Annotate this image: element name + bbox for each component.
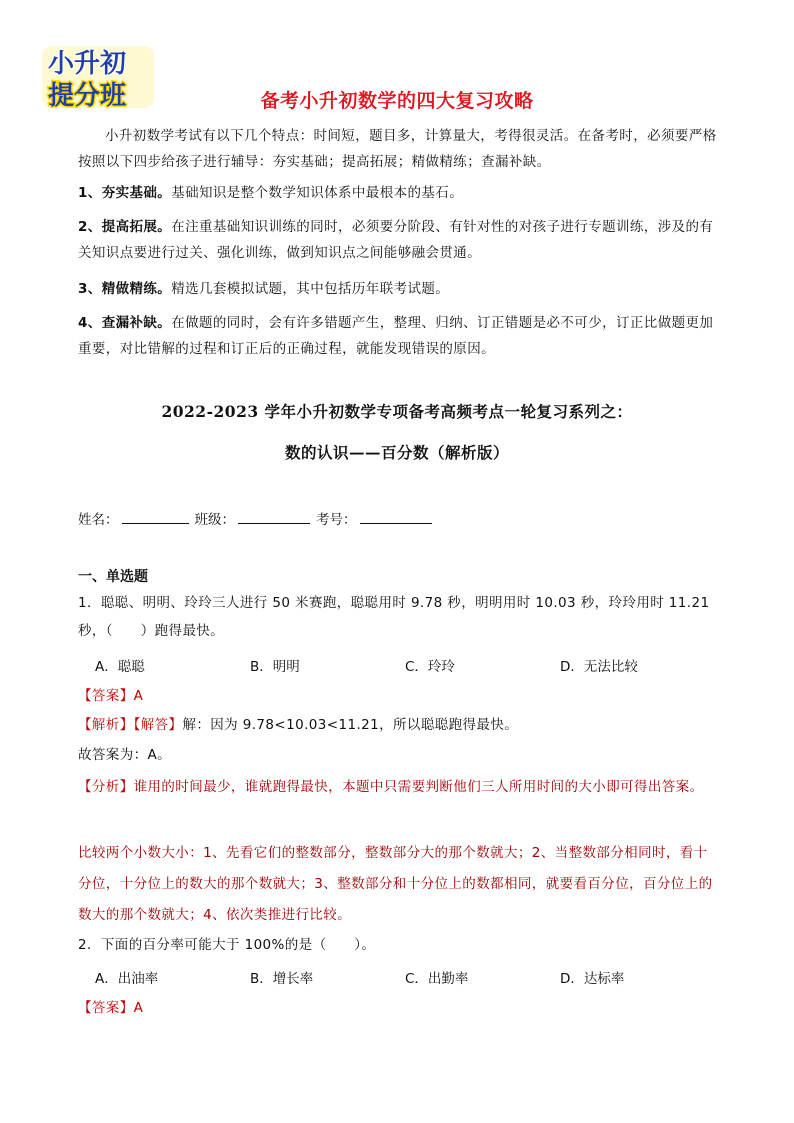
q1-option-b: B．明明 bbox=[250, 659, 300, 675]
q1-analysis-label: 【解析】【解答】 bbox=[78, 717, 183, 733]
q2-option-c: C．出勤率 bbox=[405, 971, 469, 987]
exam-number-blank[interactable] bbox=[360, 509, 432, 524]
tip-4-head: 4、查漏补缺。 bbox=[78, 315, 172, 331]
q1-compare-rule: 比较两个小数大小：1、先看它们的整数部分，整数部分大的那个数就大；2、当整数部分相同时，看十分位，十分位上的数大的那个数就大；3、整数部分和十分位上的数都相同，就要看百分位，百分位上的数大的那个数就大；4、依次类推进行比较。 bbox=[78, 845, 713, 923]
tip-1 bbox=[78, 180, 718, 206]
tip-1-body: 基础知识是整个数学知识体系中最根本的基石。 bbox=[171, 185, 464, 201]
q2-option-b: B．增长率 bbox=[250, 971, 314, 987]
class-label: 班级： bbox=[194, 512, 235, 528]
intro-paragraph: 小升初数学考试有以下几个特点：时间短，题目多，计算量大，考得很灵活。在备考时，必须要严格按照以下四步给孩子进行辅导：夯实基础；提高拓展；精做精练；查漏补缺。 bbox=[78, 128, 717, 170]
tip-1-head: 1、夯实基础。 bbox=[78, 185, 172, 201]
q1-answer: 【答案】A bbox=[78, 688, 144, 704]
q2-answer: 【答案】A bbox=[78, 1000, 144, 1016]
tip-4-body: 在做题的同时，会有许多错题产生，整理、归纳、订正错题是必不可少，订正比做题更加重要，对比错解的过程和订正后的正确过程，就能发现错误的原因。 bbox=[78, 315, 714, 357]
tip-3 bbox=[78, 276, 718, 302]
exam-number-label: 考号： bbox=[316, 512, 357, 528]
worksheet-title-line-2: 数的认识——百分数（解析版） bbox=[284, 443, 509, 462]
q2-option-d: D．达标率 bbox=[560, 971, 625, 987]
question-1-stem: 1．聪聪、明明、玲玲三人进行 50 米赛跑，聪聪用时 9.78 秒，明明用时 10.03 秒，玲玲用时 11.21 秒，（ ）跑得最快。 bbox=[78, 595, 710, 639]
banner-title: 备考小升初数学的四大复习攻略 bbox=[260, 90, 534, 112]
question-1-options bbox=[95, 655, 715, 675]
tip-2-head: 2、提高拓展。 bbox=[78, 219, 172, 235]
section-heading: 一、单选题 bbox=[78, 569, 148, 585]
q1-fenxi bbox=[78, 773, 718, 801]
q1-option-c: C．玲玲 bbox=[405, 659, 455, 675]
student-info bbox=[78, 508, 438, 528]
question-2-options bbox=[95, 967, 715, 987]
tip-4 bbox=[78, 310, 718, 362]
q1-analysis-text: 解：因为 9.78<10.03<11.21，所以聪聪跑得最快。 bbox=[182, 717, 519, 733]
tip-2 bbox=[78, 214, 718, 266]
question-2-stem: 2．下面的百分率可能大于 100%的是（ ）。 bbox=[78, 937, 376, 953]
name-blank[interactable] bbox=[122, 509, 189, 524]
logo-line-1: 小升初 bbox=[48, 49, 127, 79]
q1-option-d: D．无法比较 bbox=[560, 659, 638, 675]
class-blank[interactable] bbox=[238, 509, 310, 524]
worksheet-title-line-1: 2022-2023 学年小升初数学专项备考高频考点一轮复习系列之： bbox=[161, 402, 633, 421]
tip-3-head: 3、精做精练。 bbox=[78, 281, 172, 297]
logo-line-2: 提分班 bbox=[48, 81, 127, 111]
q1-option-a: A．聪聪 bbox=[95, 659, 145, 675]
tip-2-body: 在注重基础知识训练的同时，必须要分阶段、有针对性的对孩子进行专题训练，涉及的有关知识点要进行过关、强化训练，做到知识点之间能够融会贯通。 bbox=[78, 219, 714, 261]
q1-fenxi-label: 【分析】 bbox=[78, 779, 134, 795]
q1-conclusion: 故答案为：A。 bbox=[78, 747, 172, 763]
q1-analysis bbox=[78, 711, 718, 739]
q2-option-a: A．出油率 bbox=[95, 971, 159, 987]
name-label: 姓名： bbox=[78, 512, 119, 528]
tip-3-body: 精选几套模拟试题，其中包括历年联考试题。 bbox=[171, 281, 450, 297]
q1-fenxi-text: 谁用的时间最少，谁就跑得最快，本题中只需要判断他们三人所用时间的大小即可得出答案。 bbox=[133, 779, 704, 795]
